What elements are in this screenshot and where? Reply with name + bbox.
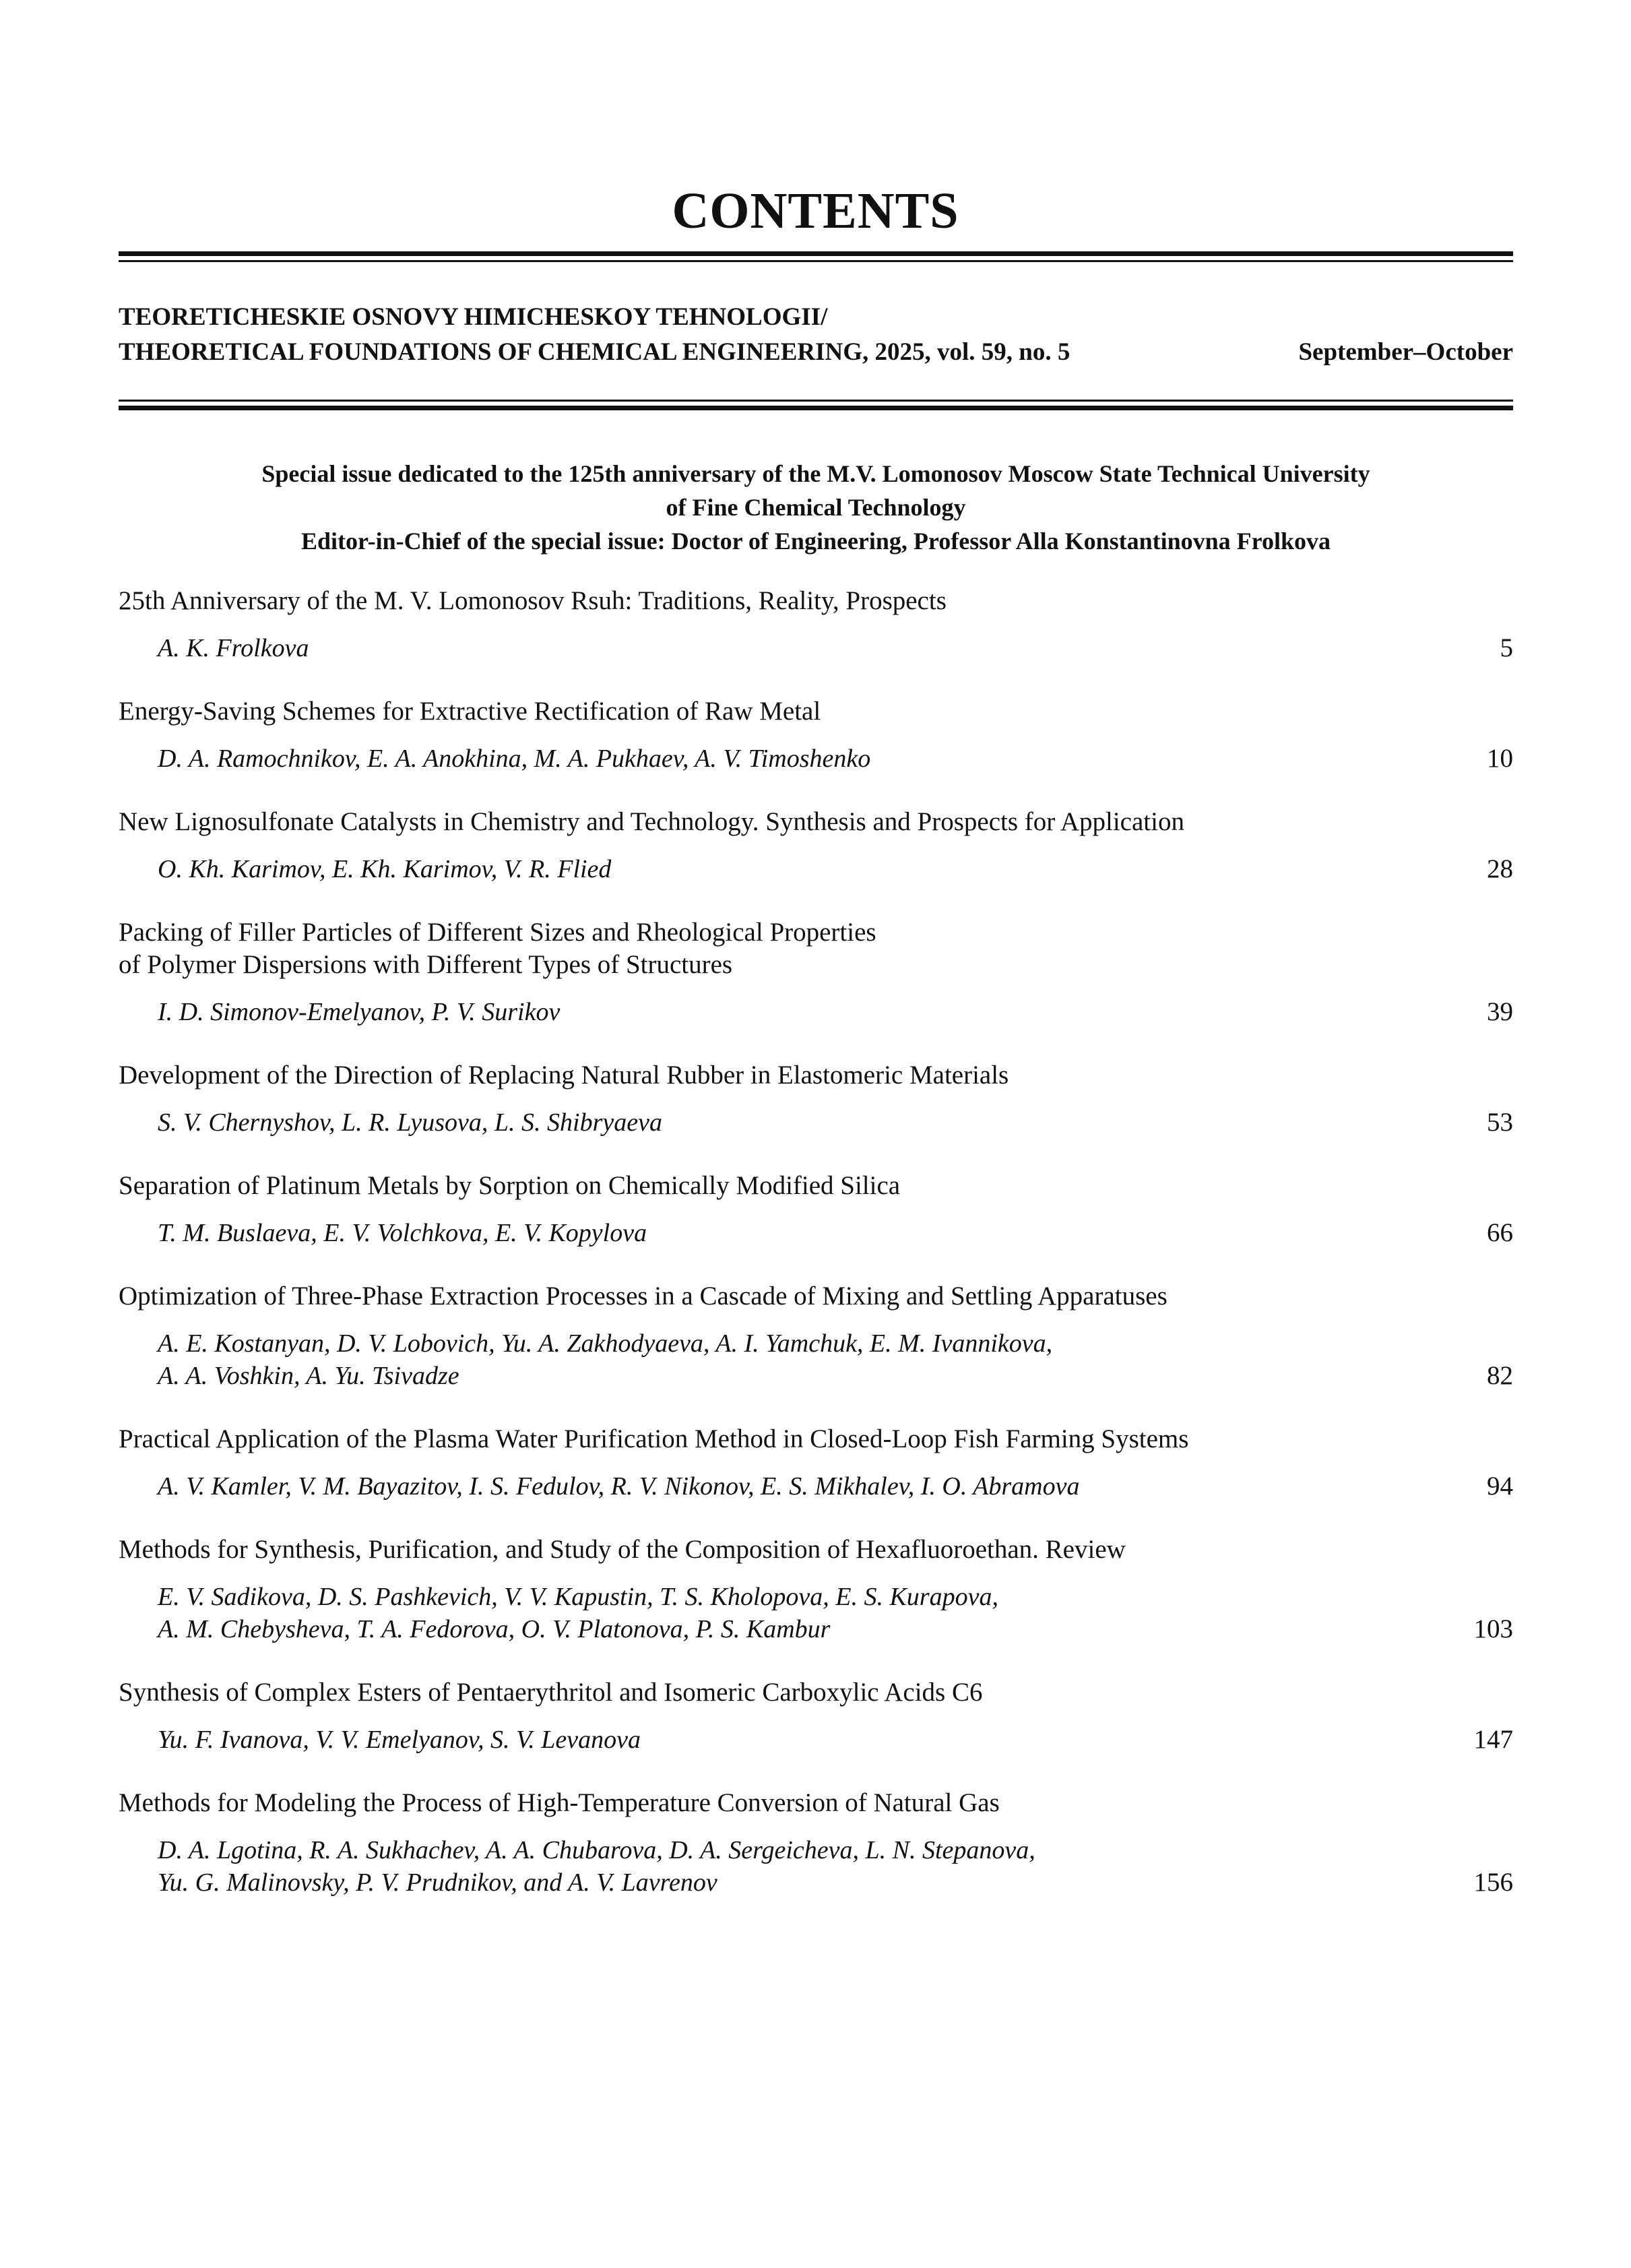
article-title: Methods for Synthesis, Purification, and Study of the Composition of Hexafluoroethan. Review [119,1535,1126,1564]
page-title: CONTENTS [672,183,959,239]
authors-line: A. A. Voshkin, A. Yu. Tsivadze [158,1362,459,1390]
page-number: 82 [1487,1361,1513,1390]
authors-line: A. V. Kamler, V. M. Bayazitov, I. S. Fedulov, R. V. Nikonov, E. S. Mikhalev, I. O. Abramova [158,1472,1080,1501]
page-number: 66 [1487,1218,1513,1247]
article-authors [119,1470,1079,1503]
contents-list [119,585,1513,1930]
authors-line: I. D. Simonov-Emelyanov, P. V. Surikov [158,998,561,1026]
special-issue-editor: Editor-in-Chief of the special issue: Doctor of Engineering, Professor Alla Konstantinovna Frolkova [301,528,1331,555]
authors-line: D. A. Lgotina, R. A. Sukhachev, A. A. Chubarova, D. A. Sergeicheva, L. N. Stepanova, [158,1836,1035,1864]
page-number: 5 [1500,633,1513,662]
entry-footer [119,632,1513,664]
article-title: Practical Application of the Plasma Water Purification Method in Closed-Loop Fish Farming Systems [119,1424,1189,1453]
entry-footer [119,1327,1513,1392]
authors-line: D. A. Ramochnikov, E. A. Anokhina, M. A. Pukhaev, A. V. Timoshenko [158,745,871,773]
article-authors [119,996,560,1028]
contents-entry [119,585,1513,664]
article-authors [119,1581,998,1645]
authors-line: O. Kh. Karimov, E. Kh. Karimov, V. R. Flied [158,855,612,883]
entry-footer [119,1724,1513,1756]
contents-entry [119,916,1513,1028]
article-authors [119,1724,641,1756]
article-title: Separation of Platinum Metals by Sorption on Chemically Modified Silica [119,1171,901,1200]
journal-name-transliterated: TEORETICHESKIE OSNOVY HIMICHESKOY TEHNOLOGII/ [119,303,828,331]
article-title: Methods for Modeling the Process of High-Temperature Conversion of Natural Gas [119,1788,1000,1817]
article-authors [119,1327,1052,1392]
article-title: Packing of Filler Particles of Different Sizes and Rheological Properties [119,918,876,947]
entry-footer [119,1217,1513,1249]
page-number: 39 [1487,997,1513,1026]
top-double-rule-thin [119,260,1513,262]
contents-entry [119,1676,1513,1756]
entry-footer [119,1834,1513,1899]
entry-footer [119,1106,1513,1139]
contents-entry [119,1423,1513,1503]
article-title: of Polymer Dispersions with Different Types of Structures [119,950,733,979]
top-double-rule-thick [119,251,1513,256]
authors-line: E. V. Sadikova, D. S. Pashkevich, V. V. Kapustin, T. S. Kholopova, E. S. Kurapova, [158,1583,998,1611]
article-title: 25th Anniversary of the M. V. Lomonosov Rsuh: Traditions, Reality, Prospects [119,586,947,615]
article-authors [119,853,611,885]
page-number: 103 [1473,1614,1513,1643]
article-authors [119,632,309,664]
article-title: Development of the Direction of Replacing Natural Rubber in Elastomeric Materials [119,1061,1009,1090]
issue-period: September–October [1298,338,1513,366]
contents-entry [119,1059,1513,1139]
entry-footer [119,1581,1513,1645]
contents-entry [119,1787,1513,1899]
contents-entry [119,1280,1513,1392]
entry-footer [119,996,1513,1028]
article-authors [119,1217,647,1249]
middle-double-rule-thick [119,406,1513,410]
authors-line: Yu. G. Malinovsky, P. V. Prudnikov, and A. V. Lavrenov [158,1868,717,1897]
page-number: 53 [1487,1108,1513,1137]
article-authors [119,1834,1035,1899]
middle-double-rule-thin [119,400,1513,402]
contents-entry [119,1534,1513,1645]
authors-line: Yu. F. Ivanova, V. V. Emelyanov, S. V. Levanova [158,1726,641,1754]
page-number: 94 [1487,1472,1513,1501]
article-title: New Lignosulfonate Catalysts in Chemistry and Technology. Synthesis and Prospects for Application [119,807,1184,836]
article-title: Synthesis of Complex Esters of Pentaerythritol and Isomeric Carboxylic Acids C6 [119,1678,983,1707]
authors-line: S. V. Chernyshov, L. R. Lyusova, L. S. Shibryaeva [158,1108,662,1137]
contents-entry [119,806,1513,885]
journal-name-english: THEORETICAL FOUNDATIONS OF CHEMICAL ENGINEERING, 2025, vol. 59, no. 5 [119,338,1070,366]
article-title: Energy-Saving Schemes for Extractive Rectification of Raw Metal [119,697,821,726]
entry-footer [119,853,1513,885]
page-number: 28 [1487,854,1513,883]
authors-line: A. E. Kostanyan, D. V. Lobovich, Yu. A. Zakhodyaeva, A. I. Yamchuk, E. M. Ivannikova, [158,1329,1053,1358]
authors-line: A. M. Chebysheva, T. A. Fedorova, O. V. Platonova, P. S. Kambur [158,1615,831,1643]
page-number: 10 [1487,744,1513,773]
page-number: 147 [1473,1725,1513,1754]
article-title: Optimization of Three-Phase Extraction Processes in a Cascade of Mixing and Settling Apparatuses [119,1282,1168,1311]
special-issue-note [119,457,1513,558]
authors-line: A. K. Frolkova [158,634,309,662]
entry-footer [119,743,1513,775]
article-authors [119,743,870,775]
contents-entry [119,695,1513,775]
contents-entry [119,1170,1513,1249]
journal-header [119,300,1513,370]
authors-line: T. M. Buslaeva, E. V. Volchkova, E. V. Kopylova [158,1219,647,1247]
special-issue-line: Special issue dedicated to the 125th anniversary of the M.V. Lomonosov Moscow State Technical University [261,460,1370,487]
page-number: 156 [1473,1868,1513,1897]
entry-footer [119,1470,1513,1503]
article-authors [119,1106,662,1139]
journal-name-line [119,335,1513,370]
special-issue-line: of Fine Chemical Technology [666,494,966,521]
